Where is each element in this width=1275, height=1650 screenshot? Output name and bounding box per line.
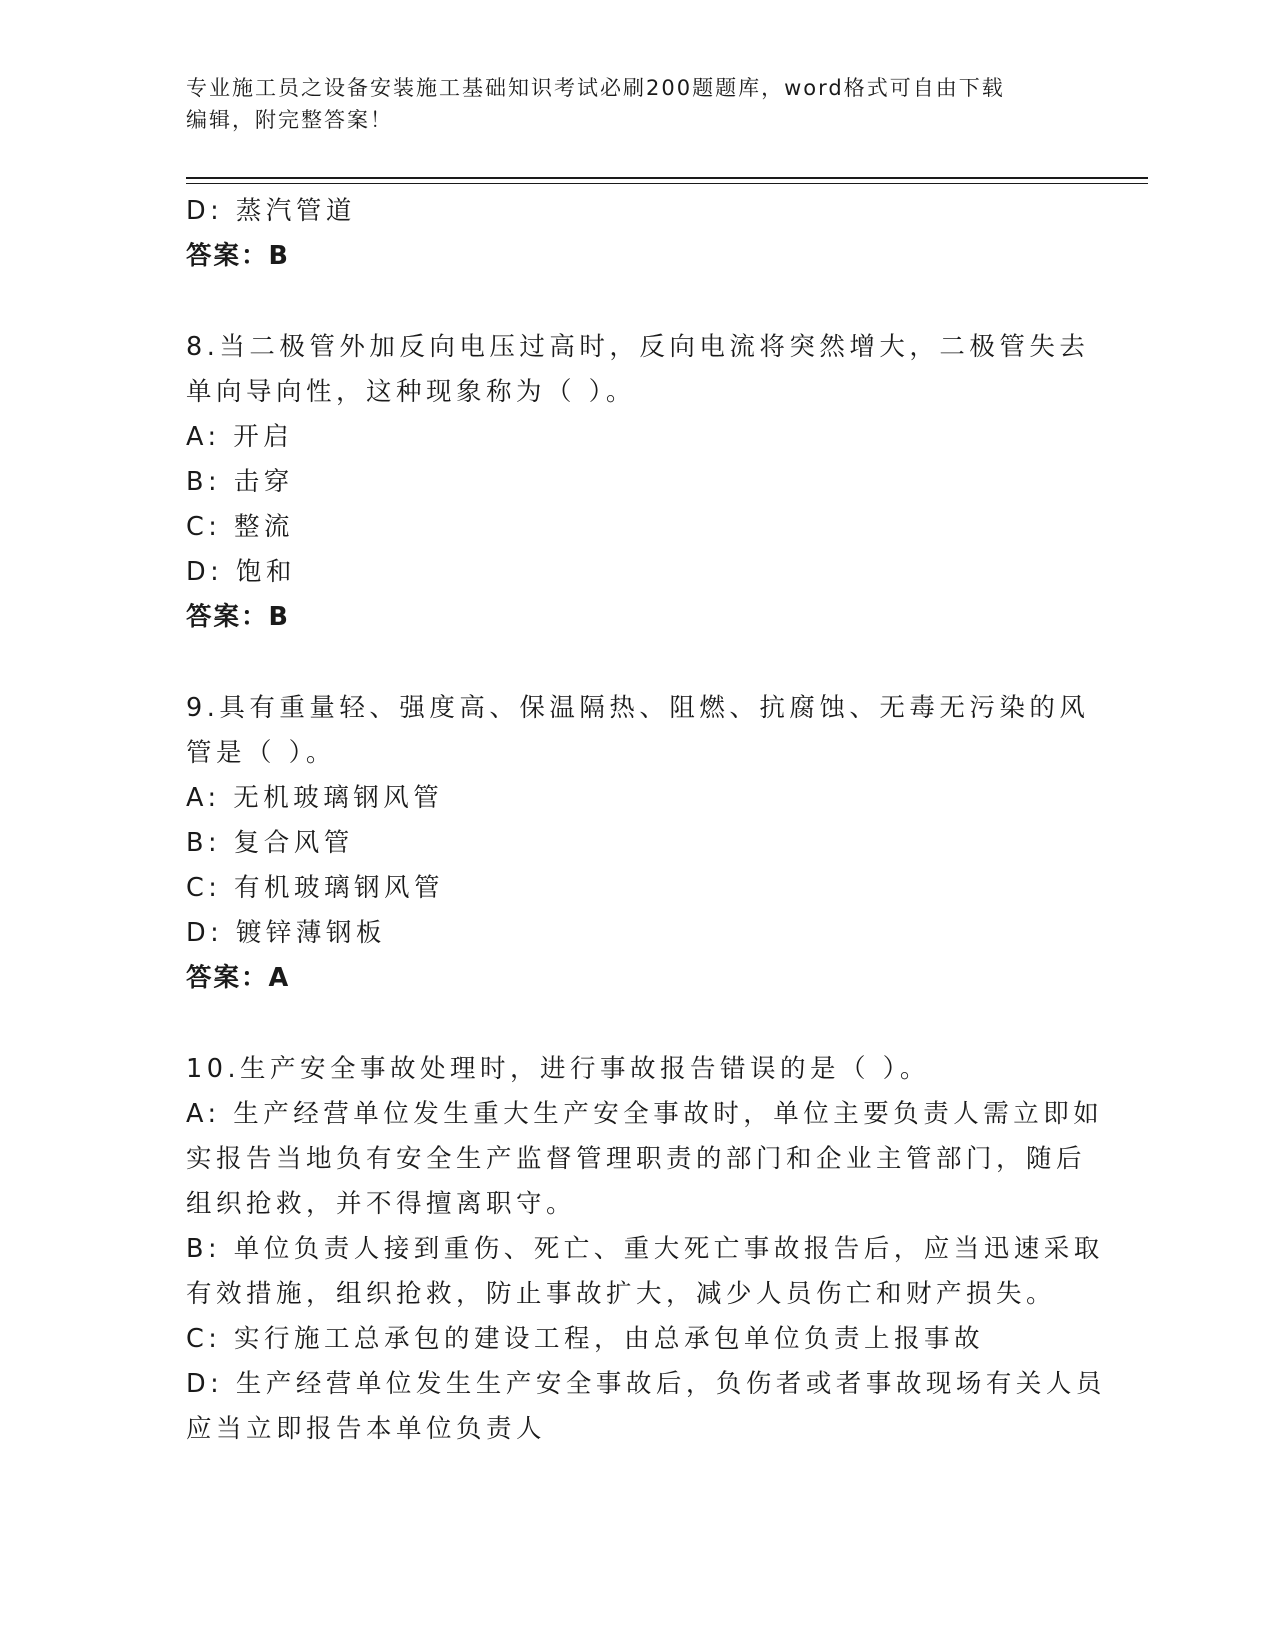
answer-line: 答案：B: [186, 602, 290, 632]
header-divider-thick: [186, 177, 1148, 179]
question-text-line: C: 整流: [186, 512, 295, 542]
block-spacer: [186, 279, 1086, 325]
question-text-line: A: 生产经营单位发生重大生产安全事故时，单位主要负责人需立即如: [186, 1099, 1104, 1129]
question-text-line: D: 蒸汽管道: [186, 196, 356, 226]
question-text-line: B: 复合风管: [186, 828, 354, 858]
page-header: [186, 72, 1066, 136]
question-text-line: B: 击穿: [186, 467, 294, 497]
question-text-line: 10.生产安全事故处理时，进行事故报告错误的是（ ）。: [186, 1054, 930, 1084]
question-text-line: B: 单位负责人接到重伤、死亡、重大死亡事故报告后，应当迅速采取: [186, 1234, 1104, 1264]
header-divider-thin: [186, 183, 1148, 184]
block-spacer: [186, 640, 1086, 686]
question-text-line: 有效措施，组织抢救，防止事故扩大，减少人员伤亡和财产损失。: [186, 1279, 1057, 1309]
question-text-line: 9.具有重量轻、强度高、保温隔热、阻燃、抗腐蚀、无毒无污染的风: [186, 693, 1090, 723]
question-text-line: 组织抢救，并不得擅离职守。: [186, 1189, 577, 1219]
answer-line: 答案：A: [186, 963, 291, 993]
question-text-line: 应当立即报告本单位负责人: [186, 1414, 547, 1444]
question-text-line: D: 生产经营单位发生生产安全事故后，负伤者或者事故现场有关人员: [186, 1369, 1106, 1399]
question-text-line: D: 镀锌薄钢板: [186, 918, 386, 948]
question-list: [186, 189, 1106, 1452]
question-text-line: 单向导向性，这种现象称为（ ）。: [186, 377, 636, 407]
question-text-line: 8.当二极管外加反向电压过高时，反向电流将突然增大，二极管失去: [186, 332, 1090, 362]
block-spacer: [186, 1001, 1086, 1047]
question-text-line: D: 饱和: [186, 557, 296, 587]
question-block: [186, 1047, 1106, 1452]
question-text-line: A: 无机玻璃钢风管: [186, 783, 444, 813]
question-text-line: 管是（ ）。: [186, 738, 336, 768]
answer-line: 答案：B: [186, 241, 290, 271]
header-title-line-1: 专业施工员之设备安装施工基础知识考试必刷200题题库，word格式可自由下载: [186, 76, 1005, 100]
question-block: [186, 686, 1090, 1001]
question-text-line: A: 开启: [186, 422, 294, 452]
question-text-line: 实报告当地负有安全生产监督管理职责的部门和企业主管部门，随后: [186, 1144, 1087, 1174]
question-block: [186, 325, 1090, 640]
question-text-line: C: 有机玻璃钢风管: [186, 873, 445, 903]
question-text-line: C: 实行施工总承包的建设工程，由总承包单位负责上报事故: [186, 1324, 985, 1354]
header-title-line-2: 编辑，附完整答案！: [186, 108, 393, 132]
question-block: [186, 189, 1086, 279]
